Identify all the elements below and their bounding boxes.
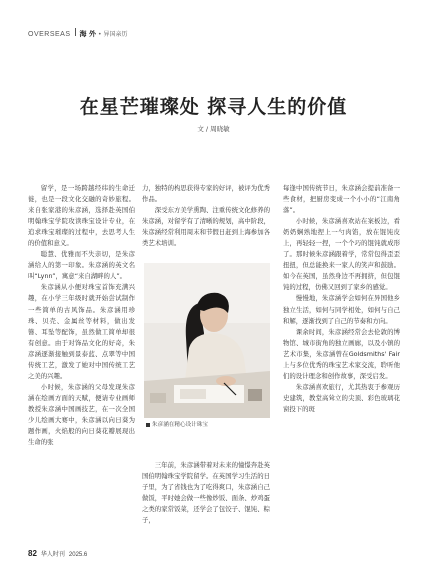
column-2-top bbox=[142, 183, 270, 249]
photo-caption bbox=[146, 420, 208, 428]
paragraph: 朱彦涵喜欢旅行，尤其热衷于参观历史建筑，教堂高耸立的尖顶、彩色玻璃花窗投下的斑 bbox=[283, 382, 400, 413]
magazine-name: 华人时刊 bbox=[40, 551, 65, 558]
paragraph: 力，独特的构思获得专家的好评，被评为优秀作品。 bbox=[142, 184, 270, 204]
header-divider bbox=[75, 28, 76, 36]
subsection-name: 异国亲历 bbox=[103, 31, 128, 38]
paragraph: 小时候，朱彦涵喜欢站在案板边，看奶奶娴熟地捏上一勺肉馅，放在馄饨皮上，再轻轻一捏，一个个巧的馄饨就成形了。那时候朱彦涵跟着学，常常包得歪歪扭扭，但总能换来一家人的笑声和鼓励。如今在英国，虽然身边不再拥挤，但包馄饨的过程，仿佛又回到了家乡的感觉。 bbox=[283, 217, 400, 292]
page-number: 82 bbox=[28, 549, 37, 558]
paragraph: 朱彦涵从小便对珠宝首饰充满兴趣，在小学三年级时就开始尝试制作一些简单的古风饰品。朱彦涵用珍珠、贝壳、金属丝等材料，做出发簪、耳坠等配饰，虽然做工简单却很有创意。由于对饰品文化的好奇，朱彦涵逐渐接触到景泰蓝、点翠等中国传统工艺，激发了她对中国传统工艺之美的兴趣。 bbox=[28, 283, 135, 380]
column-1 bbox=[28, 183, 135, 448]
paragraph: 每逢中国传统节日，朱彦涵会提前准备一些食材，把厨房变成一个小小的“江南角落”。 bbox=[283, 184, 400, 215]
article-title: 在星芒璀璨处 探寻人生的价值 bbox=[79, 96, 348, 118]
photo-caption-text: 朱彦涵在精心设计珠宝 bbox=[152, 422, 208, 428]
column-3 bbox=[283, 183, 400, 415]
column-2-bottom bbox=[142, 460, 270, 526]
section-header bbox=[28, 28, 128, 39]
issue-date: 2025.6 bbox=[68, 552, 88, 558]
paragraph: 深受东方美学熏陶、注重传统文化修养的朱彦涵，对留学有了清晰的规划，高中阶段，朱彦涵经常利用周末和节假日赶到上海参加各类艺术培训。 bbox=[142, 206, 270, 248]
header-bullet: • bbox=[97, 31, 102, 38]
paragraph: 留学，是一场跨越经纬的生命迁徙，也是一段文化交融的奇妙旅程。来自张家港的朱彦涵，选择赴英国伯明翰珠宝学院攻读珠宝设计专业，在追求珠宝璀璨的过程中，去思考人生的价值和意义。 bbox=[28, 184, 135, 248]
section-tag-overseas: OVERSEAS bbox=[28, 31, 71, 38]
section-name: 海 外 bbox=[79, 30, 96, 38]
caption-marker-icon bbox=[146, 423, 150, 427]
paragraph: 三年前，朱彦涵带着对未来的憧憬奔赴英国伯明翰珠宝学院留学。在英国学习生活的日子里，为了省钱也为了吃得爽口，朱彦涵自己做饭，平时她会做一些像炒饭、面条、炒鸡蛋之类的家常饭菜，还学会了包饺子、馄饨、粽子， bbox=[142, 461, 270, 525]
paragraph: 课余时间，朱彦涵经常会去伦敦的博物馆、城市街角的独立画廊，以及小镇的艺术市集，朱彦涵曾在Goldsmiths' Fair上与多位优秀的珠宝艺术家交流，聆听他们的设计理念和创作故事，深受启发。 bbox=[283, 327, 400, 380]
paragraph: 聪慧、优雅而不失亲切，是朱彦涵给人的第一印象。朱彦涵的英文名叫“Lynn”，寓意“来自湖畔的人”。 bbox=[28, 250, 135, 281]
page-footer bbox=[28, 549, 87, 558]
paragraph: 慢慢地，朱彦涵学会如何在异国他乡独立生活，如何与同学相处，如何与自己和解，逐渐找到了自己的节奏和方向。 bbox=[283, 294, 400, 325]
paragraph: 小时候，朱彦涵的父母发现朱彦涵在绘画方面的天赋，便请专业画师教授朱彦涵中国画技艺，在一次全国少儿绘画大赛中，朱彦涵以向日葵为题作画，火焰般的向日葵花瓣展现出生命的张 bbox=[28, 382, 135, 447]
article-byline: 文 / 周晓敏 bbox=[197, 125, 230, 133]
article-photo bbox=[144, 263, 270, 418]
